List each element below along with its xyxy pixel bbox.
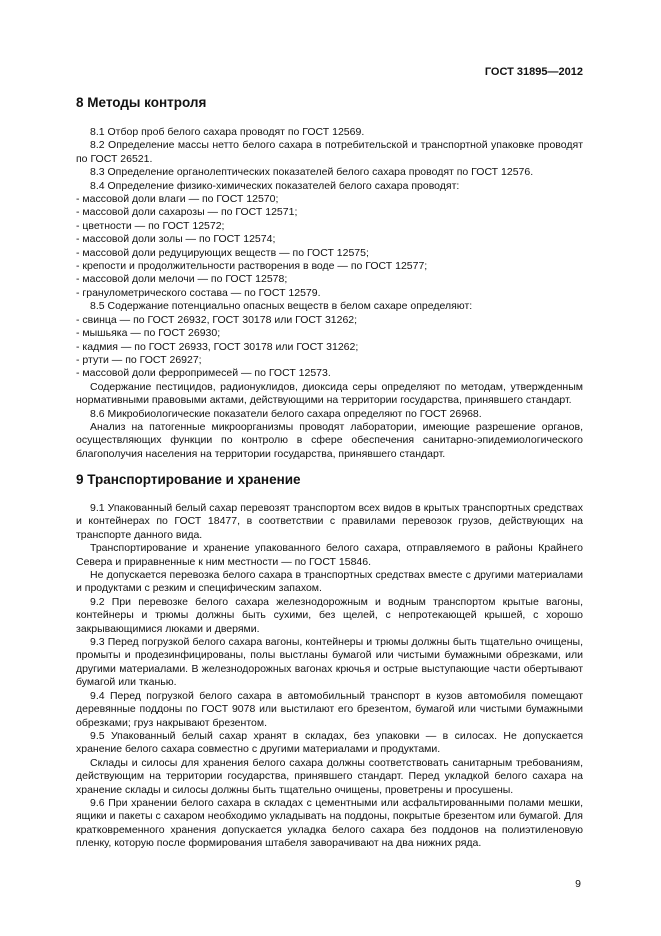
list-item: - ртути — по ГОСТ 26927; xyxy=(76,353,202,366)
paragraph: 9.4 Перед погрузкой белого сахара в автомобильный транспорт в кузов автомобиля помещают деревянные поддоны по ГОСТ 9078 или выстилают его брезентом, бумагой или чистыми бумажными обрезками; груз накрывают брезентом. xyxy=(76,689,583,729)
list-item: - мышьяка — по ГОСТ 26930; xyxy=(76,327,221,340)
paragraph: 8.2 Определение массы нетто белого сахара в потребительской и транспортной упаковке проводят по ГОСТ 26521. xyxy=(76,139,583,165)
list-item: - кадмия — по ГОСТ 26933, ГОСТ 30178 или ГОСТ 31262; xyxy=(76,340,359,353)
section-8-title: 8 Методы контроля xyxy=(76,95,207,110)
section-9-body xyxy=(76,502,583,851)
list-item: - массовой доли сахарозы — по ГОСТ 12571; xyxy=(76,206,298,219)
list-item: - массовой доли редуцирующих веществ — по ГОСТ 12575; xyxy=(76,246,369,259)
list-item: - массовой доли золы — по ГОСТ 12574; xyxy=(76,233,276,246)
paragraph: 8.6 Микробиологические показатели белого сахара определяют по ГОСТ 26968. xyxy=(90,407,482,420)
paragraph: Не допускается перевозка белого сахара в транспортных средствах вместе с другими материалами и продуктами с резким и специфическим запахом. xyxy=(76,569,583,595)
page-number: 9 xyxy=(575,878,581,890)
paragraph: 8.5 Содержание потенциально опасных веществ в белом сахаре определяют: xyxy=(90,300,473,313)
section-9-title: 9 Транспортирование и хранение xyxy=(76,472,301,487)
list-item: - массовой доли мелочи — по ГОСТ 12578; xyxy=(76,273,288,286)
paragraph: Анализ на патогенные микроорганизмы проводят лаборатории, имеющие разрешение органов, осуществляющих функции по контролю в сфере обеспечения санитарно-эпидемиологического благополучия населения на территории государства, принявшего стандарт. xyxy=(76,420,583,460)
list-item: - массовой доли влаги — по ГОСТ 12570; xyxy=(76,193,279,206)
list-item: - массовой доли ферропримесей — по ГОСТ 12573. xyxy=(76,367,331,380)
paragraph: Транспортирование и хранение упакованного белого сахара, отправляемого в районы Крайнего Севера и приравненные к ним местности — по ГОСТ 15846. xyxy=(76,542,583,568)
list-item: - цветности — по ГОСТ 12572; xyxy=(76,219,225,232)
paragraph: Склады и силосы для хранения белого сахара должны соответствовать санитарным требованиям, действующим на территории государства, принявшего стандарт. Перед укладкой белого сахара на хранение склады и силосы должны быть тщательно очищены, проветрены и просушены. xyxy=(76,756,583,796)
list-item: - гранулометрического состава — по ГОСТ 12579. xyxy=(76,286,321,299)
paragraph: 9.2 При перевозке белого сахара железнодорожным и водным транспортом крытые вагоны, контейнеры и трюмы должны быть сухими, без щелей, с непротекающей крышей, с хорошо закрывающимися люками и дверями. xyxy=(76,595,583,635)
document-header: ГОСТ 31895—2012 xyxy=(484,66,583,78)
paragraph: 8.4 Определение физико-химических показателей белого сахара проводят: xyxy=(90,179,460,192)
paragraph: 8.3 Определение органолептических показателей белого сахара проводят по ГОСТ 12576. xyxy=(90,166,534,179)
paragraph: 8.1 Отбор проб белого сахара проводят по ГОСТ 12569. xyxy=(90,126,365,138)
section-8-body xyxy=(76,126,583,461)
list-item: - свинца — по ГОСТ 26932, ГОСТ 30178 или ГОСТ 31262; xyxy=(76,313,358,326)
paragraph: 9.5 Упакованный белый сахар хранят в складах, без упаковки — в силосах. Не допускается хранение белого сахара совместно с другими материалами и продуктами. xyxy=(76,729,583,756)
paragraph: 9.3 Перед погрузкой белого сахара вагоны, контейнеры и трюмы должны быть тщательно очищены, промыты и продезинфицированы, полы выстланы бумагой или чистыми бумажными обрезками, или другими материалами. В железнодорожных вагонах крючья и острые выступающие части обертывают бумагой или тканью. xyxy=(76,636,583,689)
paragraph: 9.6 При хранении белого сахара в складах с цементными или асфальтированными полами мешки, ящики и пакеты с сахаром необходимо укладывать на поддоны, покрытые брезентом или бумагой. Для кратковременного хранения допускается укладка белого сахара без поддонов на полиэтиленовую пленку, которую после формирования штабеля заворачивают на два нижних ряда. xyxy=(76,796,583,850)
paragraph: Содержание пестицидов, радионуклидов, диоксида серы определяют по методам, утвержденным нормативными правовыми актами, действующими на территории государства, принявшего стандарт. xyxy=(76,380,583,407)
paragraph: 9.1 Упакованный белый сахар перевозят транспортом всех видов в крытых транспортных средствах и контейнерах по ГОСТ 18477, в соответствии с правилами перевозок грузов, действующих на транспорте данного вида. xyxy=(76,502,583,541)
list-item: - крепости и продолжительности растворения в воде — по ГОСТ 12577; xyxy=(76,260,428,273)
